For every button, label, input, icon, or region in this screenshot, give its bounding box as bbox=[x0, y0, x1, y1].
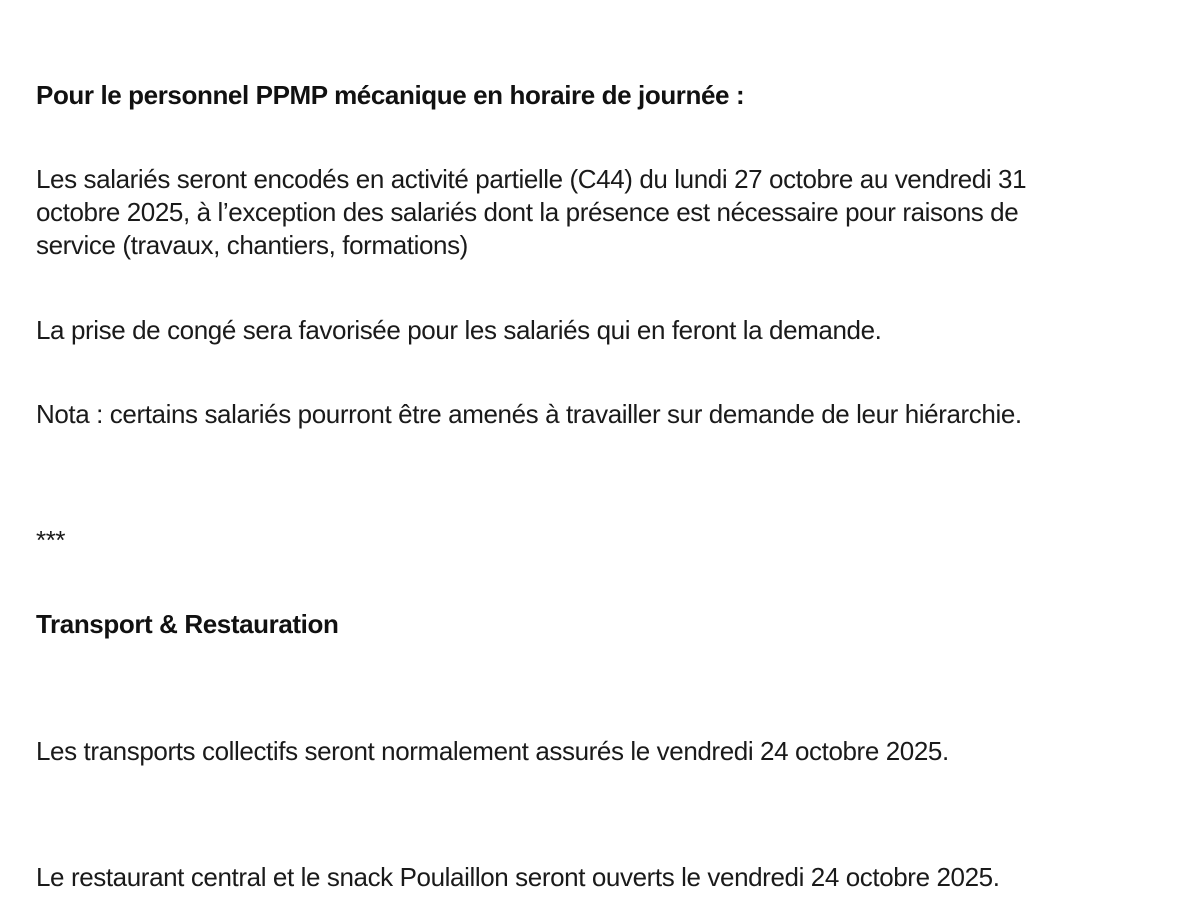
paragraph-transport: Les transports collectifs seront normalement assurés le vendredi 24 octobre 2025. bbox=[36, 736, 949, 766]
section-separator: *** bbox=[36, 525, 66, 555]
paragraph-restaurant: Le restaurant central et le snack Poulaillon seront ouverts le vendredi 24 octobre 2025. bbox=[36, 862, 1000, 892]
heading-transport: Transport & Restauration bbox=[36, 609, 339, 639]
paragraph-activity bbox=[36, 163, 1176, 262]
paragraph-nota: Nota : certains salariés pourront être amenés à travailler sur demande de leur hiérarchie. bbox=[36, 399, 1022, 429]
paragraph-activity-line-3: service (travaux, chantiers, formations) bbox=[36, 230, 468, 260]
paragraph-activity-line-2: octobre 2025, à l’exception des salariés dont la présence est nécessaire pour raisons de bbox=[36, 197, 1019, 227]
paragraph-leave: La prise de congé sera favorisée pour les salariés qui en feront la demande. bbox=[36, 315, 882, 345]
heading-ppmp: Pour le personnel PPMP mécanique en horaire de journée : bbox=[36, 80, 745, 110]
paragraph-activity-line-1: Les salariés seront encodés en activité partielle (C44) du lundi 27 octobre au vendredi 31 bbox=[36, 164, 1027, 194]
